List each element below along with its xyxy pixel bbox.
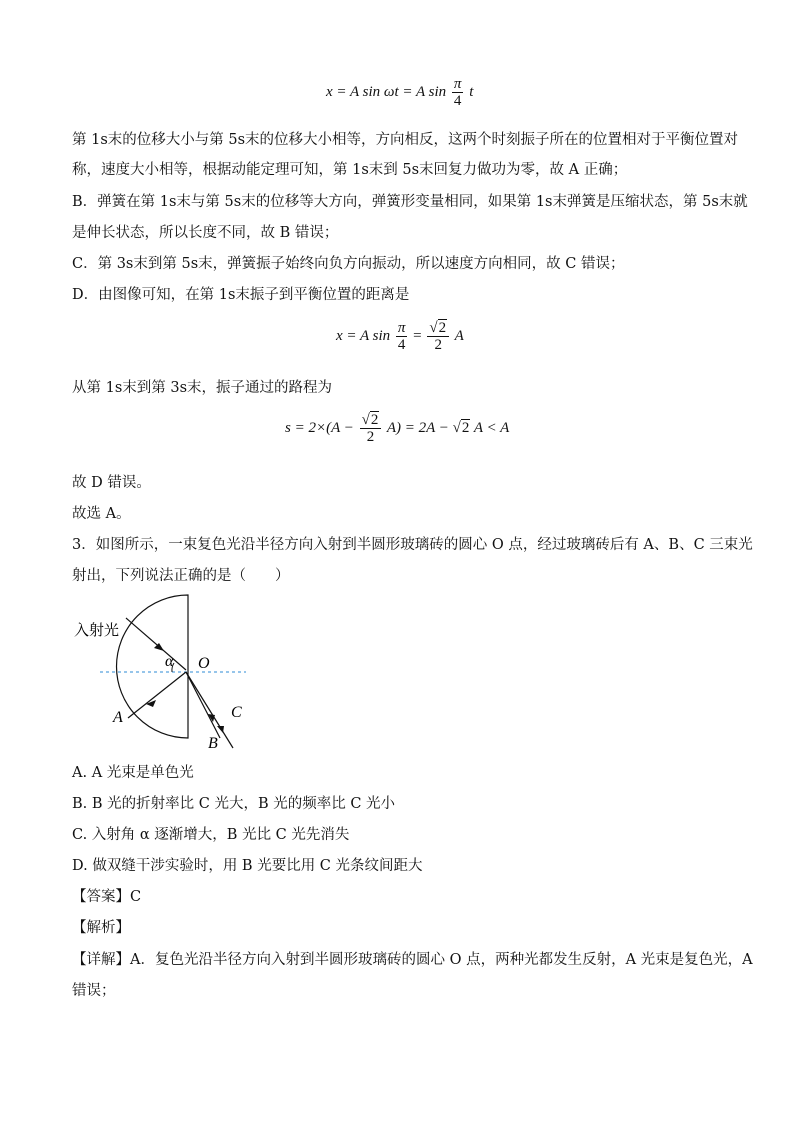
- answer-line: 【答案】C: [72, 889, 142, 905]
- eq3-fraction: [360, 412, 382, 445]
- eq2-equals: =: [413, 327, 422, 344]
- text-line-7: 从第 1s末到第 3s末，振子通过的路程为: [72, 380, 333, 396]
- text-line-3: B．弹簧在第 1s末与第 5s末的位移等大方向，弹簧形变量相同，如果第 1s末弹簧是压缩状态，第 5s末就: [72, 194, 748, 210]
- eq2-right: A: [454, 327, 464, 344]
- incident-light-label: 入射光: [74, 621, 120, 639]
- text-line-2: 称，速度大小相等，根据动能定理可知，第 1s末到 5s末回复力做功为零，故 A 正确；: [72, 162, 628, 178]
- point-o-label: O: [198, 655, 210, 672]
- question-3-line-1: 3．如图所示，一束复色光沿半径方向入射到半圆形玻璃砖的圆心 O 点，经过玻璃砖后有 A、B、C 三束光: [72, 537, 753, 553]
- option-b: B. B 光的折射率比 C 光大，B 光的频率比 C 光小: [72, 796, 396, 812]
- option-d: D. 做双缝干涉实验时，用 B 光要比用 C 光条纹间距大: [72, 858, 423, 874]
- option-c: C. 入射角 α 逐渐增大，B 光比 C 光先消失: [72, 827, 350, 843]
- eq2-radicand: 2: [438, 320, 447, 336]
- eq1-right: t: [469, 83, 474, 100]
- eq2-denominator-2: 2: [434, 337, 442, 353]
- eq2-fraction: [396, 320, 408, 353]
- text-line-8: 故 D 错误。: [72, 475, 151, 491]
- eq1-left: x = A sin ωt = A sin: [326, 83, 447, 100]
- eq2-numerator: π: [397, 320, 406, 336]
- eq1-denominator: 4: [453, 93, 462, 109]
- text-line-5: C．第 3s末到第 5s末，弹簧振子始终向负方向振动，所以速度方向相同，故 C 错误；: [72, 256, 625, 272]
- option-a: A. A 光束是单色光: [72, 765, 194, 781]
- eq2-left: x = A sin: [336, 327, 391, 344]
- eq2-denominator: 4: [397, 337, 406, 353]
- eq3-end: A < A: [473, 419, 510, 436]
- ray-c-label: C: [231, 704, 242, 721]
- eq3-denominator: 2: [366, 429, 375, 445]
- equation-2: [336, 320, 464, 353]
- reflected-arrow-a: [146, 700, 156, 707]
- detail-line-1: 【详解】A．复色光沿半径方向入射到半圆形玻璃砖的圆心 O 点，两种光都发生反射，A 光束是复色光，A: [72, 952, 753, 968]
- eq3-left: s = 2×(A −: [285, 419, 354, 436]
- semicircle-glass-brick: [117, 595, 189, 738]
- refracted-ray-b: [186, 672, 220, 738]
- eq1-fraction: [452, 76, 464, 109]
- optics-figure: [68, 590, 258, 755]
- eq3-right: A) = 2A −: [386, 419, 453, 436]
- eq3-sqrt: √2: [452, 419, 470, 436]
- text-line-1: 第 1s末的位移大小与第 5s末的位移大小相等，方向相反，这两个时刻振子所在的位置相对于平衡位置对: [72, 132, 739, 148]
- question-3-line-2: 射出，下列说法正确的是（ ）: [72, 568, 290, 584]
- eq3-sqrt-numerator: √2: [360, 412, 382, 429]
- refracted-arrow-c: [217, 726, 224, 733]
- eq2-fraction-2: [427, 320, 449, 353]
- detail-line-2: 错误；: [72, 983, 116, 999]
- alpha-label: α: [165, 653, 174, 670]
- eq3-sqrt-radicand: 2: [461, 419, 470, 436]
- incident-ray: [126, 618, 186, 670]
- eq3-radicand: 2: [370, 412, 379, 428]
- text-line-6: D．由图像可知，在第 1s末振子到平衡位置的距离是: [72, 287, 410, 303]
- eq2-sqrt-numerator: √2: [427, 320, 449, 337]
- analysis-heading: 【解析】: [72, 920, 130, 936]
- reflected-ray-a: [128, 672, 186, 718]
- ray-b-label: B: [208, 735, 218, 752]
- text-line-4: 是伸长状态，所以长度不同，故 B 错误；: [72, 225, 339, 241]
- equation-3: [285, 412, 509, 445]
- equation-1: [326, 76, 473, 109]
- eq1-numerator: π: [453, 76, 462, 92]
- text-line-9: 故选 A。: [72, 506, 131, 522]
- ray-a-label: A: [113, 709, 123, 726]
